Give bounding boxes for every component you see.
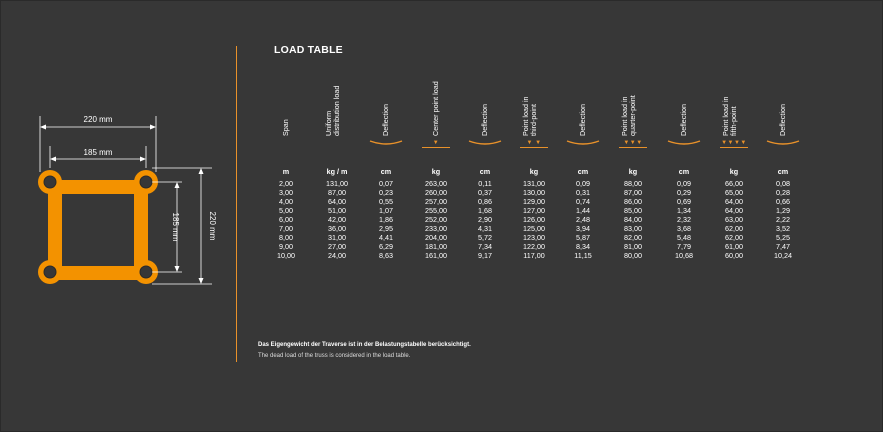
table-cell: 0,55 [379, 197, 393, 206]
column-unit: kg / m [326, 167, 348, 176]
column-header [611, 70, 655, 136]
table-cell: 263,00 [425, 179, 447, 188]
table-cell: 60,00 [725, 251, 743, 260]
column-values [712, 179, 756, 260]
table-cell: 1,34 [677, 206, 691, 215]
table-cell: 7,47 [776, 242, 790, 251]
table-cell: 1,44 [576, 206, 590, 215]
table-cell: 27,00 [328, 242, 346, 251]
table-cell: 3,52 [776, 224, 790, 233]
column-header [264, 70, 308, 136]
table-cell: 5,72 [478, 233, 492, 242]
table-cell: 3,94 [576, 224, 590, 233]
footnote-german: Das Eigengewicht der Traverse ist in der Belastungstabelle berücksichtigt. [258, 342, 471, 348]
table-cell: 2,22 [776, 215, 790, 224]
outer-height-dimension [152, 168, 212, 284]
table-cell: 61,00 [725, 242, 743, 251]
table-cell: 5,48 [677, 233, 691, 242]
table-cell: 4,41 [379, 233, 393, 242]
column-unit: cm [678, 167, 690, 176]
table-cell: 125,00 [523, 224, 545, 233]
table-cell: 127,00 [523, 206, 545, 215]
outer-width-label: 220 mm [83, 115, 113, 124]
table-cell: 126,00 [523, 215, 545, 224]
table-cell: 8,63 [379, 251, 393, 260]
table-cell: 123,00 [523, 233, 545, 242]
column-unit: kg [729, 167, 739, 176]
column-header [662, 70, 706, 136]
column-unit: kg [628, 167, 638, 176]
table-cell: 63,00 [725, 215, 743, 224]
column-header [364, 70, 408, 136]
table-cell: 9,00 [279, 242, 293, 251]
table-cell: 10,24 [774, 251, 792, 260]
column-unit: kg [431, 167, 441, 176]
deflection-curve-icon [364, 138, 408, 148]
table-cell: 80,00 [624, 251, 642, 260]
column-values [364, 179, 408, 260]
table-cell: 42,00 [328, 215, 346, 224]
column-values [611, 179, 655, 260]
column-header [512, 70, 556, 136]
column-header-label: Deflection [679, 104, 688, 136]
table-cell: 0,74 [576, 197, 590, 206]
table-cell: 62,00 [725, 233, 743, 242]
footnote-english: The dead load of the truss is considered in the load table. [258, 353, 411, 359]
column-unit: cm [479, 167, 491, 176]
page-title: LOAD TABLE [274, 44, 343, 56]
table-cell: 62,00 [725, 224, 743, 233]
outer-width-dimension [40, 116, 156, 172]
table-cell: 2,00 [279, 179, 293, 188]
table-cell: 260,00 [425, 188, 447, 197]
column-unit: cm [577, 167, 589, 176]
column-values [463, 179, 507, 260]
point-load-arrows-icon: ▼▼▼▼ [721, 140, 747, 146]
table-cell: 1,86 [379, 215, 393, 224]
table-cell: 7,00 [279, 224, 293, 233]
point-load-arrows-icon: ▼▼▼ [611, 139, 655, 147]
table-cell: 31,00 [328, 233, 346, 242]
column-header-label: Center point load [431, 81, 440, 136]
column-header-label: Deflection [578, 104, 587, 136]
table-cell: 2,48 [576, 215, 590, 224]
deflection-curve-icon [662, 138, 706, 148]
table-cell: 5,25 [776, 233, 790, 242]
table-cell: 0,09 [677, 179, 691, 188]
table-cell: 181,00 [425, 242, 447, 251]
table-cell: 85,00 [624, 206, 642, 215]
inner-width-label: 185 mm [83, 148, 113, 157]
table-cell: 0,28 [776, 188, 790, 197]
table-cell: 88,00 [624, 179, 642, 188]
column-header [463, 70, 507, 136]
table-cell: 64,00 [725, 206, 743, 215]
table-cell: 51,00 [328, 206, 346, 215]
column-unit: kg [529, 167, 539, 176]
table-cell: 1,07 [379, 206, 393, 215]
table-cell: 129,00 [523, 197, 545, 206]
footnote [258, 340, 471, 362]
column-values [512, 179, 556, 260]
table-cell: 161,00 [425, 251, 447, 260]
table-cell: 10,00 [277, 251, 295, 260]
table-cell: 130,00 [523, 188, 545, 197]
table-cell: 0,11 [478, 179, 492, 188]
table-cell: 122,00 [523, 242, 545, 251]
point-load-arrows-icon: ▼ ▼ [512, 139, 556, 147]
table-cell: 11,15 [574, 251, 592, 260]
column-unit: m [282, 167, 290, 176]
column-unit: cm [777, 167, 789, 176]
table-cell: 252,00 [425, 215, 447, 224]
table-cell: 64,00 [725, 197, 743, 206]
column-unit: cm [380, 167, 392, 176]
table-cell: 5,87 [576, 233, 590, 242]
table-cell: 4,31 [478, 224, 492, 233]
column-header-label: Span [281, 119, 290, 136]
column-values [561, 179, 605, 260]
table-cell: 7,34 [478, 242, 492, 251]
column-values [662, 179, 706, 260]
table-cell: 204,00 [425, 233, 447, 242]
column-values [264, 179, 308, 260]
table-cell: 117,00 [523, 251, 545, 260]
table-cell: 1,68 [478, 206, 492, 215]
table-cell: 0,66 [776, 197, 790, 206]
deflection-curve-icon [761, 138, 805, 148]
column-values [315, 179, 359, 260]
column-header-label: Point load in quarter-point [620, 95, 637, 136]
table-cell: 0,86 [478, 197, 492, 206]
column-header-label: Deflection [778, 104, 787, 136]
table-cell: 65,00 [725, 188, 743, 197]
column-header-label: Point load in third-point [521, 96, 538, 136]
column-values [761, 179, 805, 260]
table-cell: 9,17 [478, 251, 492, 260]
table-cell: 4,00 [279, 197, 293, 206]
table-cell: 82,00 [624, 233, 642, 242]
table-cell: 10,68 [675, 251, 693, 260]
table-cell: 84,00 [624, 215, 642, 224]
column-header [712, 70, 756, 136]
table-cell: 87,00 [328, 188, 346, 197]
deflection-curve-icon [561, 138, 605, 148]
table-cell: 6,29 [379, 242, 393, 251]
table-cell: 36,00 [328, 224, 346, 233]
truss-profile [38, 170, 158, 284]
table-cell: 2,95 [379, 224, 393, 233]
vertical-divider [236, 46, 237, 362]
table-cell: 0,08 [776, 179, 790, 188]
table-cell: 0,29 [677, 188, 691, 197]
outer-height-label: 220 mm [208, 211, 217, 241]
table-cell: 83,00 [624, 224, 642, 233]
table-cell: 3,00 [279, 188, 293, 197]
column-header-label: Deflection [381, 104, 390, 136]
table-cell: 233,00 [425, 224, 447, 233]
table-cell: 0,69 [677, 197, 691, 206]
column-header [315, 70, 359, 136]
table-cell: 131,00 [326, 179, 348, 188]
table-cell: 24,00 [328, 251, 346, 260]
table-cell: 0,07 [379, 179, 393, 188]
table-cell: 257,00 [425, 197, 447, 206]
table-cell: 0,37 [478, 188, 492, 197]
table-cell: 255,00 [425, 206, 447, 215]
table-cell: 8,34 [576, 242, 590, 251]
table-cell: 8,00 [279, 233, 293, 242]
table-cell: 86,00 [624, 197, 642, 206]
table-cell: 0,31 [576, 188, 590, 197]
column-header-label: Point load in fifth-point [721, 96, 738, 136]
table-cell: 2,32 [677, 215, 691, 224]
column-header [561, 70, 605, 136]
table-cell: 3,68 [677, 224, 691, 233]
column-header-label: Deflection [480, 104, 489, 136]
column-header [761, 70, 805, 136]
table-cell: 0,09 [576, 179, 590, 188]
column-header-label: Uniform distribution load [324, 85, 341, 136]
truss-cross-section-diagram [30, 106, 220, 296]
table-cell: 7,79 [677, 242, 691, 251]
table-cell: 87,00 [624, 188, 642, 197]
table-cell: 131,00 [523, 179, 545, 188]
table-cell: 6,00 [279, 215, 293, 224]
table-cell: 64,00 [328, 197, 346, 206]
table-cell: 81,00 [624, 242, 642, 251]
point-load-arrows-icon: ▼ [414, 139, 458, 147]
column-header [414, 70, 458, 136]
table-cell: 1,29 [776, 206, 790, 215]
table-cell: 0,23 [379, 188, 393, 197]
table-cell: 5,00 [279, 206, 293, 215]
table-cell: 66,00 [725, 179, 743, 188]
table-cell: 2,90 [478, 215, 492, 224]
inner-height-label: 185 mm [171, 212, 180, 242]
column-values [414, 179, 458, 260]
deflection-curve-icon [463, 138, 507, 148]
